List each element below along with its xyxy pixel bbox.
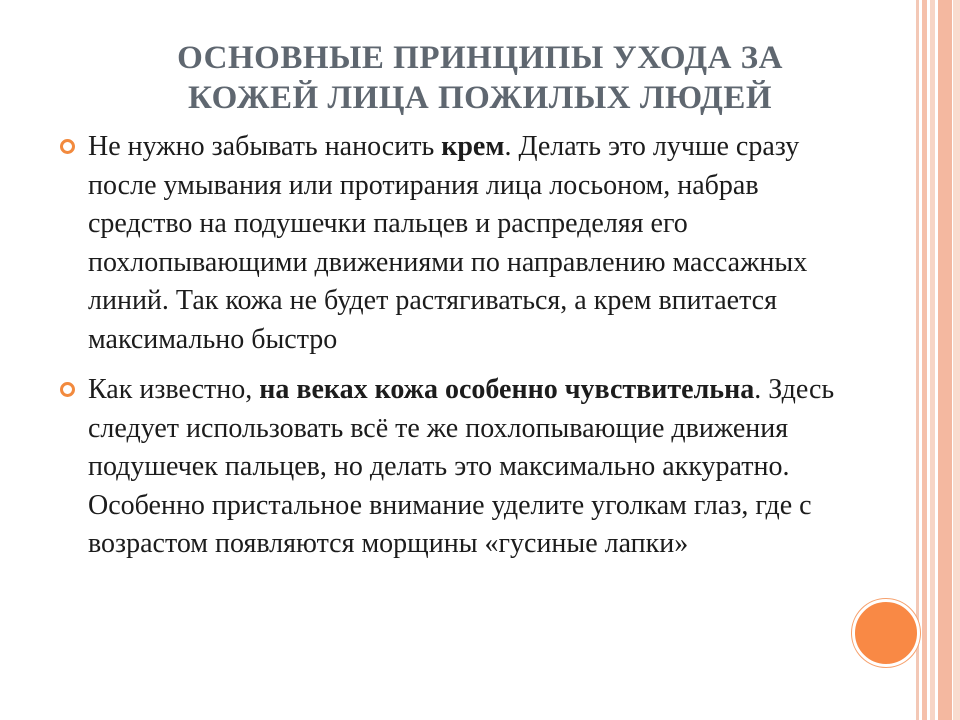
decorative-stripe	[916, 0, 919, 720]
decorative-stripe	[922, 0, 927, 720]
bullet-item-eyelids	[60, 371, 840, 564]
decorative-stripe	[938, 0, 952, 720]
slide-title	[90, 38, 870, 118]
bullet-text-bold: на веках кожа особенно чувствительна	[259, 374, 755, 405]
bullet-text-pre: Не нужно забывать наносить	[88, 131, 442, 162]
circle-outline-icon	[60, 139, 75, 154]
bullet-text-post: . Здесь следует использовать всё те же похлопывающие движения подушечек пальцев, но делать это максимально аккуратно. Особенно пристальное внимание уделите уголкам глаз, где с возрастом появляются морщины «гусиные лапки»	[88, 374, 835, 559]
decorative-stripe	[930, 0, 935, 720]
bullet-item-cream	[60, 128, 840, 359]
title-line-2: КОЖЕЙ ЛИЦА ПОЖИЛЫХ ЛЮДЕЙ	[187, 80, 773, 116]
decorative-stripe	[953, 0, 960, 720]
filled-circle-icon	[852, 599, 920, 667]
bullet-text-post: . Делать это лучше сразу после умывания или протирания лица лосьоном, набрав средство на подушечки пальцев и распределяя его похлопывающими движениями по направлению массажных линий. Так кожа не будет растягиваться, а крем впитается максимально быстро	[88, 131, 808, 355]
circle-outline-icon	[60, 382, 75, 397]
bullet-text-pre: Как известно,	[88, 374, 260, 405]
bullet-list	[60, 128, 840, 576]
bullet-text-bold: крем	[441, 131, 505, 162]
title-line-1: ОСНОВНЫЕ ПРИНЦИПЫ УХОДА ЗА	[177, 40, 783, 76]
